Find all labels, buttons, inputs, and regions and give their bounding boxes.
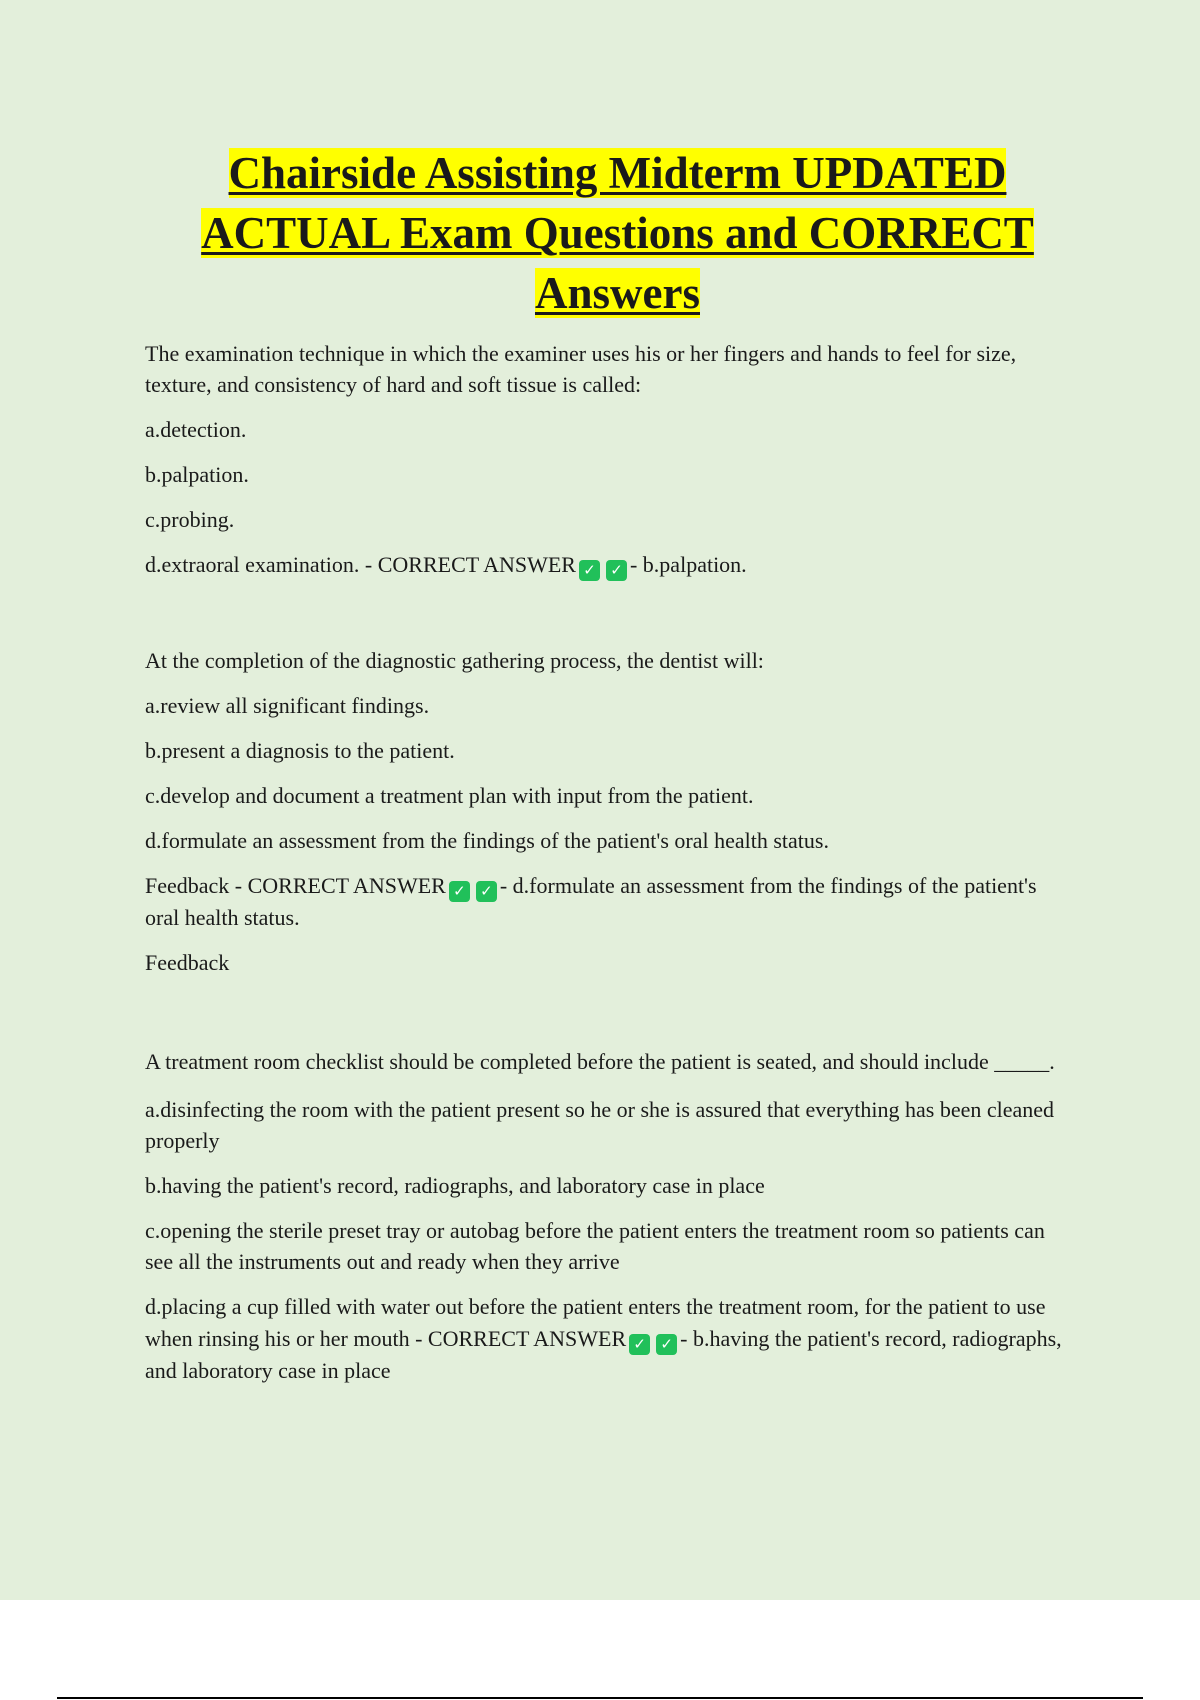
answer-option: c.develop and document a treatment plan with input from the patient. (145, 783, 754, 808)
answer-option: b.having the patient's record, radiographs, and laboratory case in place (145, 1173, 765, 1198)
check-mark-icon: ✓ (579, 560, 600, 581)
check-mark-icon: ✓ (476, 881, 497, 902)
footer-divider (57, 1697, 1143, 1699)
answer-option-with-correct-answer (145, 1291, 1075, 1387)
feedback-label: Feedback (145, 873, 230, 898)
check-mark-icon: ✓ (606, 560, 627, 581)
correct-answer-label: - CORRECT ANSWER (229, 873, 446, 898)
question-stem: At the completion of the diagnostic gathering process, the dentist will: (145, 648, 764, 673)
check-mark-icon: ✓ (449, 881, 470, 902)
correct-answer-text: - b.having the patient's record, radiographs, and laboratory case in place (145, 1326, 1062, 1383)
check-mark-icon: ✓ (656, 1334, 677, 1355)
correct-answer-text: - b.palpation. (629, 552, 747, 577)
check-mark-icon: ✓ (629, 1334, 650, 1355)
answer-option: b.present a diagnosis to the patient. (145, 738, 455, 763)
question-stem: The examination technique in which the examiner uses his or her fingers and hands to feel for size, texture, and consistency of hard and soft tissue is called: (145, 341, 1017, 397)
question-stem: A treatment room checklist should be completed before the patient is seated, and should include _____. (145, 1049, 1055, 1074)
answer-option: d.extraoral examination. (145, 552, 360, 577)
answer-option: c.probing. (145, 507, 235, 532)
answer-option: a.review all significant findings. (145, 693, 430, 718)
answer-option: d.placing a cup filled with water out before the patient enters the treatment room, for the patient to use when rinsing his or her mouth (145, 1294, 1046, 1351)
correct-answer-label: - CORRECT ANSWER (409, 1326, 627, 1351)
answer-option: a.detection. (145, 417, 247, 442)
document-title (130, 143, 1105, 323)
feedback-with-correct-answer (145, 870, 1075, 933)
document-body (145, 338, 1075, 1387)
answer-option: d.formulate an assessment from the findings of the patient's oral health status. (145, 828, 829, 853)
answer-option-with-correct-answer (145, 549, 1075, 581)
answer-option: c.opening the sterile preset tray or autobag before the patient enters the treatment room so patients can see all the instruments out and ready when they arrive (145, 1218, 1045, 1274)
correct-answer-label: - CORRECT ANSWER (359, 552, 576, 577)
answer-option: a.disinfecting the room with the patient present so he or she is assured that everything has been cleaned properly (145, 1097, 1055, 1153)
correct-answer-text: - d.formulate an assessment from the findings of the patient's oral health status. (145, 873, 1037, 930)
document-title-text: Chairside Assisting Midterm UPDATED ACTUAL Exam Questions and CORRECT Answers (201, 148, 1034, 318)
feedback-label: Feedback (145, 950, 230, 975)
answer-option: b.palpation. (145, 462, 249, 487)
